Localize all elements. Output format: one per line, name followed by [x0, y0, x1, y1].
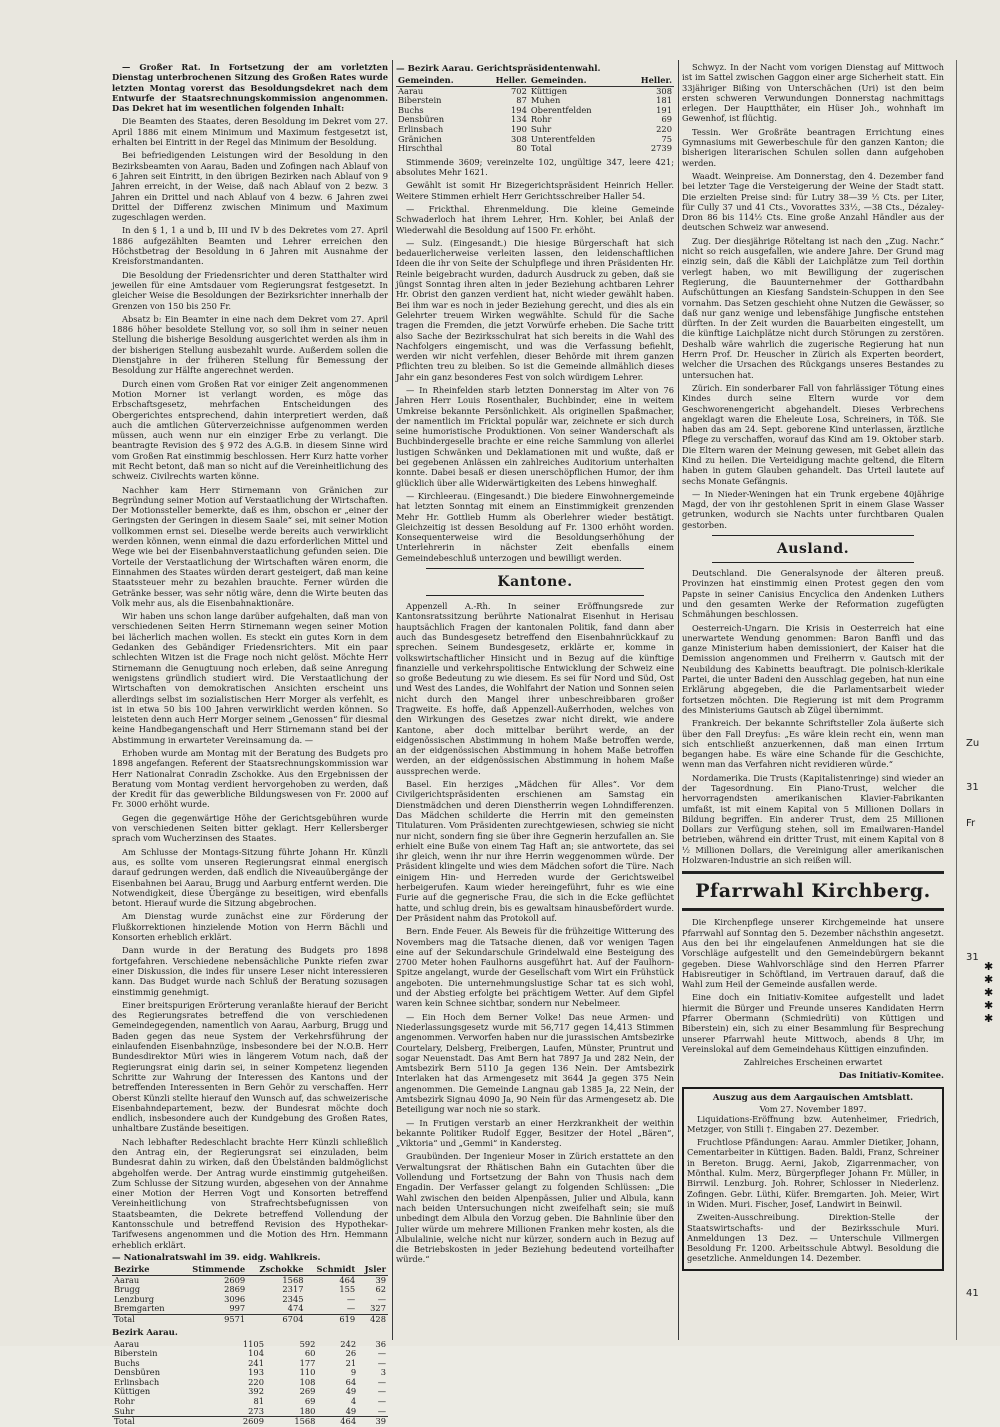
- table-cell: 3096: [224, 1293, 246, 1304]
- article-paragraph: Gegen die gegenwärtige Höhe der Gerichtsgebühren wurde von verschiedenen Seiten bitter geklagt. Herr Kellersberger sprach vom Wucherzinsen des Staates.: [112, 812, 388, 844]
- amtsblatt-heading: Auszug aus dem Aargauischen Amtsblatt.: [712, 1092, 914, 1103]
- article-paragraph: Appenzell A.-Rh. In seiner Eröffnungsrede zur Kantonsratssitzung berührte Nationalrat Eisenhut in Herisau hauptsächlich Fragen der kantonalen Politik, fand dann aber auch das Bundesgesetz betreffend den Eisenbahnrückkauf zu sprechen. Seinem Bundesgesetz, erklärte er, komme in volkswirtschaftlicher Hinsicht und in Bezug auf die künftige finanzielle und verkehrspolitische Entwicklung der Schweiz eine so große Bedeutung zu wie diesem. Es sei für Nord und Süd, Ost und West des Landes, die Wohlfahrt der Nation und Sonnen seien nicht durch den Mangel ihrer unbeschreibbaren großer Tragweite. Es hoffe, daß Appenzell-Außerrhoden, welches von den Wirkungen des Gesetzes zwar nicht direkt, wie andere Kantone, aber doch mittelbar berührt werde, an der eidgenössischen Abstimmung in hohem Maße betroffen werde, an der eidgenössischen Abstimmung in hohem Maße betroffen werden, an der eidgenössischen Abstimmung in hohem Maße aussprechen werde.: [396, 601, 674, 776]
- table-cell: 155: [339, 1284, 356, 1295]
- table-cell: 190: [511, 123, 527, 134]
- table-cell: 21: [345, 1357, 357, 1368]
- table-cell: 110: [299, 1367, 316, 1378]
- adjacent-page-edge: [956, 60, 957, 1340]
- table-cell: 474: [287, 1303, 304, 1314]
- article-paragraph: Nordamerika. Die Trusts (Kapitalistenringe) sind wieder an der Tagesordnung. Ein Piano-Trust, welcher die hervorragendsten amerikanischen Klavier-Fabrikanten umfaßt, ist mit einem Kapital von 5 Millionen Dollars in Bildung begriffen. Ein anderer Trust, dem 25 Millionen Dollars zur Verfügung stehen, soll im Emailwaren-Handel betrieben, während ein dritter Trust, mit einem Kapital von 8 ½ Millionen Dollars, die Vereinigung aller amerikanischen Holzwaren-Industrie an sich reißen will.: [682, 772, 944, 866]
- table-cell: 2609: [215, 1417, 266, 1427]
- article-paragraph: Waadt. Weinpreise. Am Donnerstag, den 4. Dezember fand bei letzter Tage die Versteigerung der Weine der Stadt statt. Die erzielten Preise sind: für Lutry 38—39 ½ Cts. per Liter, für Cully 37 und 41 Cts., Vovorattes 33½, —38 Cts., Dézaley-Dron 86 bis 114½ Cts. Eine große Anzahl Händler aus der deutschen Schweiz war anwesend.: [682, 170, 944, 233]
- article-paragraph: Durch einen vom Großen Rat vor einiger Zeit angenommenen Motion Morner ist verlangt worden, es möge das Erbschaftsgesetz, mehrfachen Entscheidungen des Obergerichtes entsprechend, dahin interpretiert werden, daß auch die amtlichen Güterverzeichnisse aufgenommen werden müssen, auch wenn nur ein einziger Erbe zu verlangt. Die beantragte Revision des § 972 des A.G.B. in diesem Sinne wird vom Großen Rat einstimmig beschlossen. Herr Kurz hatte vorher mit Recht betont, daß man so nicht auf die Vereinheitlichung des schweiz. Civilrechts warten könne.: [112, 378, 388, 482]
- table-cell: Muhen: [530, 95, 561, 106]
- table-cell: Bremgarten: [114, 1303, 165, 1314]
- section-heading-ausland: Ausland.: [776, 541, 850, 558]
- table-cell: —: [377, 1396, 386, 1407]
- table-cell: Suhr: [114, 1405, 135, 1416]
- table-cell: 1568: [282, 1274, 304, 1285]
- table-cell: 9571: [178, 1314, 247, 1324]
- table-cell: 2317: [282, 1284, 304, 1295]
- table-row: [112, 1417, 388, 1427]
- table-cell: 997: [229, 1303, 246, 1314]
- column-1: [112, 62, 388, 1427]
- table-cell: 39: [375, 1274, 386, 1285]
- article-paragraph: Bei befriedigenden Leistungen wird der Besoldung in den Bezirksbeamten von Aarau, Baden und Zofingen nach Ablauf von 6 Jahren seit Eintritt, in den übrigen Bezirken nach Ablauf von 9 Jahren erreicht, in der Weise, daß nach Ablauf von 2 bezw. 3 Jahren ein Drittel und nach Ablauf von 4 bezw. 6 Jahren zwei Drittel der Differenz zwischen Minimum und Maximum zugeschlagen werden.: [112, 150, 388, 223]
- table-cell: —: [377, 1376, 386, 1387]
- table-cell: 428: [357, 1314, 388, 1324]
- table-cell: Densbüren: [114, 1367, 161, 1378]
- section-heading-kantone: Kantone.: [497, 574, 573, 591]
- table-cell: 26: [345, 1348, 357, 1359]
- adjacent-page-margin: [966, 0, 1000, 1346]
- margin-fragment: 41: [966, 1288, 979, 1299]
- table-cell: 308: [511, 133, 527, 144]
- table-cell: 134: [511, 114, 527, 125]
- table-cell: 273: [248, 1405, 264, 1416]
- table-cell: 180: [299, 1405, 316, 1416]
- article-paragraph: Erhoben wurde am Montag mit der Beratung des Budgets pro 1898 angefangen. Referent der Staatsrechnungskommission war Herr Nationalrat Conradin Zschokke. Aus den Ergebnissen der Beratung vom Montag verdient hervorgehoben zu werden, daß der Kredit für das gewerbliche Bildungswesen von Fr. 2000 auf Fr. 3000 erhöht wurde.: [112, 748, 388, 810]
- table-cell: Biberstein: [398, 95, 442, 106]
- table-header: Heller.: [480, 76, 529, 86]
- table-cell: 2739: [650, 143, 672, 154]
- divider: [712, 535, 914, 536]
- table-cell: Küttigen: [114, 1386, 151, 1397]
- table-cell: 87: [516, 95, 527, 106]
- table-cell: 327: [370, 1303, 386, 1314]
- table-cell: Gränichen: [398, 133, 442, 144]
- table-row: [112, 1314, 388, 1324]
- margin-fragment: 31: [966, 952, 979, 963]
- district-results-table: [112, 1340, 388, 1427]
- table-cell: Buchs: [114, 1357, 140, 1368]
- column-3: [682, 62, 944, 1336]
- article-paragraph: — Ein Hoch dem Berner Volke! Das neue Armen- und Niederlassungsgesetz wurde mit 56,717 gegen 14,413 Stimmen angenommen. Verworfen haben nur die jurassischen Amtsbezirke Courtelary, Delsberg, Freibergen, Laufen, Münster, Pruntrut und sogar Neuenstadt. Das Amt Bern hat 7897 Ja und 282 Nein, der Amtsbezirk Bern 5110 Ja gegen 136 Nein. Der Amtsbezirk Interlaken hat das Armengesetz mit 3644 Ja gegen 375 Nein angenommen. Die Gemeinde Langnau gab 1385 Ja, 22 Nein, der Amtsbezirk Signau 4090 Ja, 90 Nein für das Armengesetz ab. Die Beteiligung war noch nie so stark.: [396, 1011, 674, 1115]
- article-paragraph: Die Beamten des Staates, deren Besoldung im Dekret vom 27. April 1886 mit einem Minimum und Maximum festgesetzt ist, erhalten bei Eintritt in der Regel das Minimum der Besoldung.: [112, 116, 388, 148]
- table-header: Heller.: [625, 76, 674, 86]
- article-paragraph: Gewählt ist somit Hr Bizegerichtspräsident Heinrich Heller. Weitere Stimmen erhielt Herr Gerichtsschreiber Haller 54.: [396, 180, 674, 201]
- amtsblatt-box: [682, 1087, 944, 1271]
- table-cell: 9: [350, 1367, 357, 1378]
- table-cell: —: [377, 1386, 386, 1397]
- article-paragraph: Basel. Ein herziges „Mädchen für Alles“. Vor dem Civilgerichtspräsidenten erschienen am Samstag ein Dienstmädchen und deren Dienstherrin wegen Lohndifferenzen. Das Mädchen schilderte die Herrin mit den gemeinsten Titulaturen. Vom Präsidenten zurechtgewiesen, schwieg sie nicht nur nicht, sondern fing sie über ihre Gegnerin herzufallen an. Sie erhielt eine Buße von einem Tag Haft an; sie antwortete, das sei ihr gleich, wenn ihr nur ihre Herrin weggenommen würde. Der Präsident klingelte und wies dem Mädchen sofort die Türe. Nach einigem Hin- und Herreden wurde der Gerichtsweibel herbeigerufen. Kaum wieder hereingeführt, fuhr es wie eine Furie auf die gegnerische Frau, die sich in die Ecke geflüchtet hatte, und schlug drein, bis es gewaltsam hinausbefördert wurde. Der Präsident nahm das Protokoll auf.: [396, 779, 674, 923]
- court-election-table: [396, 76, 674, 154]
- table-cell: —: [377, 1405, 386, 1416]
- table-cell: Küttigen: [530, 85, 568, 96]
- table-cell: 464: [317, 1417, 358, 1427]
- table-cell: 194: [511, 104, 527, 115]
- margin-fragment: Zu: [966, 738, 980, 749]
- court-election-title: — Bezirk Aarau. Gerichtspräsidentenwahl.: [396, 64, 601, 74]
- table-header: Gemeinden.: [396, 76, 480, 86]
- table-cell: Aarau: [114, 1338, 140, 1349]
- article-paragraph: Die Besoldung der Friedensrichter und deren Statthalter wird jeweilen für eine Amtsdauer vom Regierungsrat festgesetzt. In gleicher Weise die Besoldungen der Bezirksrichter innerhalb der Grenzen von 150 bis 250 Fr.: [112, 269, 388, 311]
- election-table-title: — Nationalratswahl im 39. eidg. Wahlkreis.: [112, 1252, 321, 1263]
- table-cell: 619: [306, 1314, 358, 1324]
- article-paragraph: Dann wurde in der Beratung des Budgets pro 1898 fortgefahren. Verschiedene nebensächliche Punkte riefen zwar einer Diskussion, die indes für unsere Leser nicht interessieren kann. Das Budget wurde nach Schluß der Beratung sozusagen einstimmig genehmigt.: [112, 945, 388, 997]
- table-cell: Hirschthal: [398, 143, 443, 154]
- table-cell: 2345: [282, 1293, 304, 1304]
- article-paragraph: — In Frutigen verstarb an einer Herzkrankheit der weithin bekannte Politiker Rudolf Egger, Besitzer der Hotel „Bären“, „Viktoria“ und „Gemmi“ in Kandersteg.: [396, 1117, 674, 1149]
- table-cell: Buchs: [398, 104, 424, 115]
- table-row: [396, 144, 674, 154]
- table-cell: Biberstein: [114, 1348, 158, 1359]
- table-cell: Total: [112, 1417, 215, 1427]
- table-cell: 6704: [247, 1314, 305, 1324]
- table-cell: 191: [656, 104, 672, 115]
- table-cell: 464: [339, 1274, 356, 1285]
- table-header: Schmidt: [306, 1265, 358, 1275]
- table-cell: 69: [304, 1396, 316, 1407]
- table-cell: Lenzburg: [114, 1293, 155, 1304]
- table-cell: —: [377, 1357, 386, 1368]
- article-paragraph: Stimmende 3609; vereinzelte 102, ungültige 347, leere 421; absolutes Mehr 1621.: [396, 156, 674, 178]
- table-cell: —: [346, 1293, 356, 1304]
- table-cell: 69: [661, 114, 672, 125]
- table-cell: 181: [656, 95, 672, 106]
- article-paragraph: Oesterreich-Ungarn. Die Krisis in Oesterreich hat eine unerwartete Wendung genommen: Baron Banffi und das ganze Ministerium haben demissioniert, der Kaiser hat die Demission angenommen und Freiherrn v. Gautsch mit der Neubildung des Kabinetts beauftragt. Die polnisch-klerikale Partei, die unter Badeni den Ausschlag gegeben, hat nun eine Erklärung abgegeben, die die Parlamentsarbeit wieder fortsetzen möchten. Die Regierung ist mit dem Programm des Ministeriums Gautsch ab Zügel übernimmt.: [682, 622, 944, 715]
- district-table-title: Bezirk Aarau.: [112, 1327, 178, 1338]
- table-cell: Oberentfelden: [530, 104, 592, 115]
- table-cell: —: [346, 1303, 356, 1314]
- article-paragraph: — Sulz. (Eingesandt.) Die hiesige Bürgerschaft hat sich bedauerlicherweise verleiten lassen, den leidenschaftlichen Ideen die ihr von Seite der Schulpflege und ihren Präsidenten Hr. Reinle beigebracht wurden, dadurch Ausdruck zu geben, daß sie jüngst Sonntag ihren alten in jeder Beziehung achtbaren Lehrer Hr. Obrist den ganzen verdient hat, nicht wieder gewählt haben. Bei ihm war es noch in jeder Beziehung gerecht, und dies als ein Gelehrter treuem Wirken wegwählte. Schuld für die Sache tragen die Fremden, die jetzt Vorwürfe erheben. Die Sache tritt also Sache der Bezirksschulrat hat sich bereits in die Wahl des Nachfolgers eingemischt, und was die Verfassung befiehlt, werden wir nicht verfehlen, dieser Behörde mit ihrem ganzen Pflichten treu zu bleiben. So ist die Gemeinde allmählich dieses Jahr ein ganz besonderes Fest von solch würdigem Lehrer.: [396, 237, 674, 382]
- amtsblatt-paragraph: Fruchtlose Pfändungen: Aarau. Ammler Dietiker, Johann, Cementarbeiter in Küttigen. Baden. Baldi, Franz, Schreiner in Bereton. Brugg. Aerni, Jakob, Zigarrenmacher, von Mönthal. Kulm. Merz, Bürgerpfleger Johann Fr. Müller, in Birrwil. Lenzburg. Joh. Rohrer, Schlosser in Niederlenz. Zofingen. Gebr. Lüthi, Küfer. Bremgarten. Joh. Meier, Wirt in Widen. Muri. Fischer, Josef, Landwirt in Beinwil.: [687, 1137, 939, 1209]
- article-paragraph: In den § 1, 1 a und b, III und IV b des Dekretes vom 27. April 1886 aufgezählten Beamten und Lehrer erreichen den Höchstbetrag der Besoldung in 6 Jahren mit Ausnahme der Kreisforstmandanten.: [112, 225, 388, 267]
- article-paragraph: — Großer Rat. In Fortsetzung der am vorletzten Dienstag unterbrochenen Sitzung des Großen Rates wurde letzten Montag vorerst das Besoldungsdekret nach dem Entwurfe der Staatsrechnungskommission angenommen. Das Dekret hat im wesentlichen folgenden Inhalt:: [112, 62, 388, 114]
- table-cell: 81: [253, 1396, 264, 1407]
- table-cell: Erlinsbach: [398, 123, 444, 134]
- article-paragraph: Einer breitspurigen Erörterung veranlaßte hierauf der Bericht des Regierungsrates betreffend die von verschiedenen Gemeindegegenden, namentlich von Aarau, Aarburg, Brugg und Baden gegen das neue System der Verkehrsführung der einlaufenden Eisenbahnzüge, insbesondere bei der N.O.B. Herr Bundesdirektor Müri wies in längerem Votum nach, daß der Regierungsrat einig darin sei, in seiner Kompetenz liegenden Schritte zur Wahrung der Interessen des Kantons und der betreffenden Interessenten in Bern Gehör zu verschaffen. Herr Oberst Künzli stellte hierauf den Wunsch auf, das schweizerische Eisenbahndepartement, bezw. der Bundesrat möchte doch endlich, insbesondere auch der Kundgebung des Großen Rates, unhaltbare Zustände beseitigen.: [112, 999, 388, 1134]
- article-paragraph: Frankreich. Der bekannte Schriftsteller Zola äußerte sich über den Fall Dreyfus: „Es wäre klein recht ein, wenn man sich entschließt anzuerkennen, daß man einen Irrtum begangen habe. Es wäre eine Schande für die Geschichte, wenn man das Verfahren nicht revidieren würde.“: [682, 718, 944, 770]
- table-cell: Unterentfelden: [530, 133, 596, 144]
- table-cell: 75: [661, 133, 672, 144]
- table-cell: 702: [511, 85, 527, 96]
- election-results-table: [112, 1265, 388, 1325]
- table-row: [112, 1407, 388, 1417]
- table-header: Bezirke: [112, 1265, 178, 1275]
- table-cell: 60: [304, 1348, 316, 1359]
- table-cell: 3: [380, 1367, 386, 1378]
- table-cell: 2609: [224, 1274, 246, 1285]
- article-paragraph: — In Nieder-Weningen hat ein Trunk ergebene 40jährige Magd, der von ihr gestohlenen Sprit in einem Glase Wasser getrunken, wodurch sie Nachts unter furchtbaren Qualen gestorben.: [682, 488, 944, 530]
- table-cell: 64: [345, 1376, 357, 1387]
- table-cell: 104: [248, 1348, 264, 1359]
- table-cell: 241: [248, 1357, 264, 1368]
- column-rule: [392, 60, 393, 1340]
- divider: [426, 568, 644, 569]
- article-paragraph: — In Rheinfelden starb letzten Donnerstag im Alter von 76 Jahren Herr Louis Rosenthaler, Buchbinder, eine in weitem Umkreise bekannte Persönlichkeit. Als originellen Spaßmacher, der namentlich im Fricktal populär war, zeichnete er sich durch seine humoristische Produktionen. Von seiner Wanderschaft als Buchbindergeselle brachte er eine reiche Sammlung von allerlei lustigen Schwänken und Deklamationen mit und wußte, daß er bei gegebenen Anlässen ein zahlreiches Auditorium unterhalten konnte. Dabei besaß er diesen unerschöpflichen Humor, der ihm glücklich über alle Widerwärtigkeiten des Lebens hinweghalf.: [396, 384, 674, 488]
- table-cell: Suhr: [530, 123, 552, 134]
- table-cell: 49: [345, 1386, 357, 1397]
- table-header: Zschokke: [247, 1265, 305, 1275]
- article-paragraph: Zürich. Ein sonderbarer Fall von fahrlässiger Tötung eines Kindes durch seine Eltern wurde vor dem Geschworenengericht abgehandelt. Dieses Verbrechens angeklagt waren die Eheleute Losa, Schreiners, in Töß. Sie haben das am 24. Sept. geborene Kind unterlassen, ärztliche Pflege zu verschaffen, worauf das Kind am 19. Oktober starb. Die Eltern waren der Meinung gewesen, mit Gebet allein das Kind zu heilen. Die Verteidigung machte geltend, die Eltern haben in gutem Glauben gehandelt. Das Urteil lautete auf sechs Monate Gefängnis.: [682, 382, 944, 486]
- article-paragraph: Tessin. Wer Großrätе beantragen Errichtung eines Gymnasiums mit Gewerbeschule für den ganzen Kanton; die bisherigen literarischen Schulen sollen dann aufgehoben werden.: [682, 126, 944, 168]
- table-row: [112, 1387, 388, 1397]
- ad-paragraph: Zahlreiches Erscheinen erwartet: [743, 1057, 883, 1068]
- ad-heading-pfarrwahl: Pfarrwahl Kirchberg.: [695, 880, 931, 903]
- table-cell: —: [377, 1348, 386, 1359]
- table-cell: 49: [345, 1405, 357, 1416]
- article-paragraph: Am Dienstag wurde zunächst eine zur Förderung der Flußkorrektionen hinzielende Motion von Herrn Bächli und Konsorten erheblich erklärt.: [112, 911, 388, 943]
- table-cell: 108: [299, 1376, 316, 1387]
- table-cell: Aarau: [398, 85, 424, 96]
- table-cell: Rohr: [114, 1396, 135, 1407]
- article-paragraph: — Kirchleerau. (Eingesandt.) Die biedere Einwohnergemeinde hat letzten Sonntag mit einem an Einstimmigkeit grenzenden Mehr Hr. Gottlieb Humm als Oberlehrer wieder bestätigt. Gleichzeitig ist dessen Besoldung auf Fr. 1300 erhöht worden. Konsequenterweise wird die Besoldungserhöhung der Unterlehrerin in nächster Zeit ebenfalls einem Gemeindebeschluß unterzogen und bewilligt werden.: [396, 490, 674, 563]
- table-cell: 308: [656, 85, 672, 96]
- article-paragraph: Absatz b: Ein Beamter in eine nach dem Dekret vom 27. April 1886 höher besoldete Stellung vor, so soll ihm in seiner neuen Stellung die bisherige Besoldung ausgerichtet werden als ihm in der bisherigen Stellung ausbezahlt wurde. Außerdem sollen die Dienstjahre in der früheren Stellung für Bemessung der Besoldung zur Hälfte angerechnet werden.: [112, 313, 388, 376]
- column-rule: [678, 60, 679, 1340]
- table-cell: 392: [248, 1386, 264, 1397]
- column-2: [396, 62, 674, 1336]
- article-paragraph: Deutschland. Die Generalsynode der älteren preuß. Provinzen hat einstimmig einen Protest gegen den vom Papste in seiner Canisius Encyclica den Andenken Luthers und den gesamten Werke der Reformation zugefügten Schmähungen beschlossen.: [682, 568, 944, 620]
- table-cell: 1105: [242, 1338, 264, 1349]
- table-cell: Brugg: [114, 1284, 141, 1295]
- article-paragraph: Bern. Ende Feuer. Als Beweis für die frühzeitige Witterung des Novembers mag die Tatsache dienen, daß vor wenigen Tagen eine auf der Sekundarschule Grindelwald eine Besteigung des 2700 Meter hohen Faulhorns ausgeführt hat. Auf der Faulhorn-Spitze angelangt, wurde der Gesellschaft vom Wirt ein Frühstück angeboten. Die unternehmungslustige Schar tat es sich wohl, und der Abstieg erfolgte bei prächtigem Wetter. Auf dem Gipfel waren kein Schnee sichtbar, sondern nur Nebelmeer.: [396, 926, 674, 1009]
- article-paragraph: Graubünden. Der Ingenieur Moser in Zürich erstattete an den Verwaltungsrat der Rhätischen Bahn ein Gutachten über die Vollendung und Fortsetzung der Bahn von Thusis nach dem Engadin. Der Verfasser gelangt zu folgenden Schlüssen: „Die Wahl zwischen den beiden Alpenpässen, Julier und Albula, kann nach beiden Untersuchungen nicht zweifelhaft sein; sie muß unbedingt dem Albula den Vorzug geben. Die Bahnlinie über den Julier würde um mehrere Millionen Franken mehr kosten, als die Albulalinie, welche nicht nur kürzer, sondern auch in Bezug auf die Betriebskosten in jeder Beziehung bedeutend vorteilhafter würde.“: [396, 1151, 674, 1265]
- table-cell: Aarau: [114, 1274, 140, 1285]
- table-cell: 177: [299, 1357, 316, 1368]
- table-row: [112, 1304, 388, 1314]
- article-paragraph: Schwyz. In der Nacht vom vorigen Dienstag auf Mittwoch ist im Sattel zwischen Gaggon einer arge Sicherheit statt. Ein 33jähriger Bißing von Unterschächen (Uri) ist den beim ersten schweren Verwundungen Donnerstag nachmittags erlegen. Der Hauptthäter, ein Hüser Joh., wohnhaft im Gewenhof, ist flüchtig.: [682, 62, 944, 124]
- table-cell: 62: [375, 1284, 386, 1295]
- table-cell: 1568: [266, 1417, 317, 1427]
- divider: [682, 908, 944, 911]
- table-cell: 242: [340, 1338, 357, 1349]
- ad-paragraph: Eine doch ein Initiativ-Komitee aufgestellt und ladet hiermit die Bürger und Freunde unseres Kandidaten Herrn Pfarrer Obermann (Schmiedrüti) von Küttigen und Biberstein) ein, sich zu einer Besammlung für Besprechung unserer Pfarrwahl heute Mittwoch, abends 8 Uhr, im Vereinslokal auf dem Gemeindehaus Küttigen einzufinden.: [682, 992, 944, 1054]
- table-cell: 269: [299, 1386, 316, 1397]
- table-cell: 2869: [224, 1284, 246, 1295]
- table-cell: Erlinsbach: [114, 1376, 160, 1387]
- ornament-column: ✱ ✱ ✱ ✱ ✱: [984, 960, 994, 1025]
- amtsblatt-date: Vom 27. November 1897.: [759, 1103, 867, 1114]
- margin-fragment: 31: [966, 782, 979, 793]
- ad-signature: Das Initiativ-Komitee.: [838, 1070, 944, 1081]
- table-cell: 80: [516, 143, 527, 154]
- ad-paragraph: Die Kirchenpflege unserer Kirchgemeinde hat unsere Pfarrwahl auf Sonntag den 5. Dezember nächsthin angesetzt. Aus den bei ihr eingelaufenen Anmeldungen hat sie die Vorschläge aufgestellt und den Gemeindebürgern bekannt gegeben. Diese Wahlvorschläge sind den Herren Pfarrer Habisreutiger in Schöftland, im Vertrauen darauf, daß die Wahl zum Heil der Gemeinde ausfallen werde.: [682, 917, 944, 990]
- table-cell: Densbüren: [398, 114, 445, 125]
- table-cell: Total: [530, 143, 552, 154]
- divider: [682, 871, 944, 874]
- table-cell: 39: [358, 1417, 388, 1427]
- table-cell: —: [377, 1293, 386, 1304]
- margin-fragment: Fr: [966, 818, 976, 829]
- table-cell: Rohr: [530, 114, 552, 125]
- table-header: Jsler: [357, 1265, 388, 1275]
- table-cell: 193: [248, 1367, 264, 1378]
- table-cell: 36: [375, 1338, 386, 1349]
- table-cell: 220: [656, 123, 672, 134]
- article-paragraph: Am Schlusse der Montags-Sitzung führte Johann Hr. Künzli aus, es sollte vom unseren Regierungsrat einmal energisch darauf gedrungen werden, daß endlich die Niveauübergänge der Eisenbahnen bei Aarau, Brugg und Aarburg entfernt werden. Die Notwendigkeit, diese Übergänge zu beseitigen, wird ebenfalls betont. Hierauf wurde die Sitzung abgebrochen.: [112, 846, 388, 909]
- table-header: Gemeinden.: [529, 76, 625, 86]
- table-cell: 220: [248, 1376, 264, 1387]
- article-paragraph: — Frickthal. Ehrenmeldung. Die kleine Gemeinde Schwaderloch hat ihrem Lehrer, Hrn. Kohler, bei Anlaß der Wiederwahl die Besoldung auf 1500 Fr. erhöht.: [396, 203, 674, 235]
- table-cell: 592: [299, 1338, 316, 1349]
- amtsblatt-paragraph: Zweiten-Ausschreibung. Direktion-Stelle der Staatswirtschafts- und der Bezirksschule Muri. Anmeldungen 13 Dez. — Unterschule Villmergen Besoldung Fr. 1200. Arbeitsschule Abtwyl. Besoldung die gesetzliche. Anmeldungen 14. Dezember.: [687, 1212, 939, 1264]
- divider: [426, 595, 644, 596]
- amtsblatt-paragraph: Liquidations-Eröffnung bzw. Autenheimer, Friedrich, Metzger, von Stilli †. Eingaben 27. Dezember.: [687, 1113, 939, 1134]
- article-paragraph: Nachher kam Herr Stirnemann von Gränichen zur Begründung seiner Motion auf Verstaatlichung der Wirtschaften. Der Motionssteller bemerkte, daß es ihm, obschon er „einer der Geringsten der Geringen in diesem Saale“ sei, mit seiner Motion vollkommen ernst sei. Dieselbe werde bereits auch verwirklicht werden können, wenn einmal die dazu erforderlichen Mittel und Wege wie bei der Eisenbahnverstaatlichung gefunden seien. Die Vorteile der Verstaatlichung der Wirtschaften wären enorm, die Einnahmen des Staates würden derart gesteigert, daß man keine Staatssteuer mehr zu bezahlen brauchte. Ferner würden die Getränke besser, was sehr nötig wäre, denn die Wirte beuten das Volk mehr aus, als die Eisenbahnaktionäre.: [112, 484, 388, 608]
- article-paragraph: Nach lebhafter Redeschlacht brachte Herr Künzli schließlich den Antrag ein, der Regierungsrat sei einzuladen, beim Bundesrat dahin zu wirken, daß den Übelständen baldmöglichst abgeholfen werde. Der Antrag wurde einstimmig gutgeheißen. Zum Schlusse der Sitzung wurden, abgesehen von der Annahme einer Motion der Herren Vogt und Konsorten betreffend Vereinheitlichung von Strafrechtsbefugnissen von Staatsbeamten, die Dekrete betreffend Vollendung der Kantonsschule und betreffend Revision des Hypothekar-Tarifwesens angenommen und die Motion des Hrn. Hemmann erheblich erklärt.: [112, 1136, 388, 1250]
- article-paragraph: Wir haben uns schon lange darüber aufgehalten, daß man von verschiedenen Seiten Herrn Stirnemann wegen seiner Motion bei lächerlich machen wollen. Es steckt ein gutes Korn in dem Gedanken des Gebändiger Friedensrichters. Mit ein paar schlechten Witzen ist die Frage noch nicht gelöst. Möchte Herr Stirnemann die Genugtuung noch erleben, daß seine Anregung wenigstens gründlich studiert wird. Die Verstaatlichung der Wirtschaften von demokratischen Ansichten erscheint uns allerdings selbst im sozialistischen Herr Morger als verfehlt, es ist in etwa 50 bis 100 Jahren verwirklicht werden können. So leisteten denn auch Herr Morger seinem „Genossen“ für diesmal keine Handbegangenschaft und Herr Stirnemann stand bei der Abstimmung in erwarteter Vereinsamung da. —: [112, 611, 388, 745]
- table-cell: 4: [350, 1396, 357, 1407]
- article-paragraph: Zug. Der diesjährige Röteltang ist nach den „Zug. Nachr.“ nicht so reich ausgefallen, wie andere Jahre. Der Grund mag einzig sein, daß die Käbli der Laichplätze zum Teil dorthin verlegt haben, wo mit Bewilligung der zugerischen Regierung, die Bauunternehmer der Gotthardbahn Aufschüttungen an Kiesfang Sandstein-Schuppen in den See vornahm. Das Setzen geschieht ohne Nutzen die Gewässer, so daß nur ganz wenige und lebensfähige Jungfische entstehen dürften. In der Zeit wurden die Bauarbeiten eingestellt, um die künftige Laichplätze nicht durch Störungen zu zerstören. Deshalb wäre wahrlich die zugerische Regierung hat nun Herrn Prof. Dr. Heuscher in Zürich als Experten beordert, welcher die Ursachen des Rückgangs unseres Bestandes zu untersuchen hat.: [682, 235, 944, 380]
- table-cell: Total: [112, 1314, 178, 1324]
- divider: [712, 562, 914, 563]
- table-header: Stimmende: [178, 1265, 247, 1275]
